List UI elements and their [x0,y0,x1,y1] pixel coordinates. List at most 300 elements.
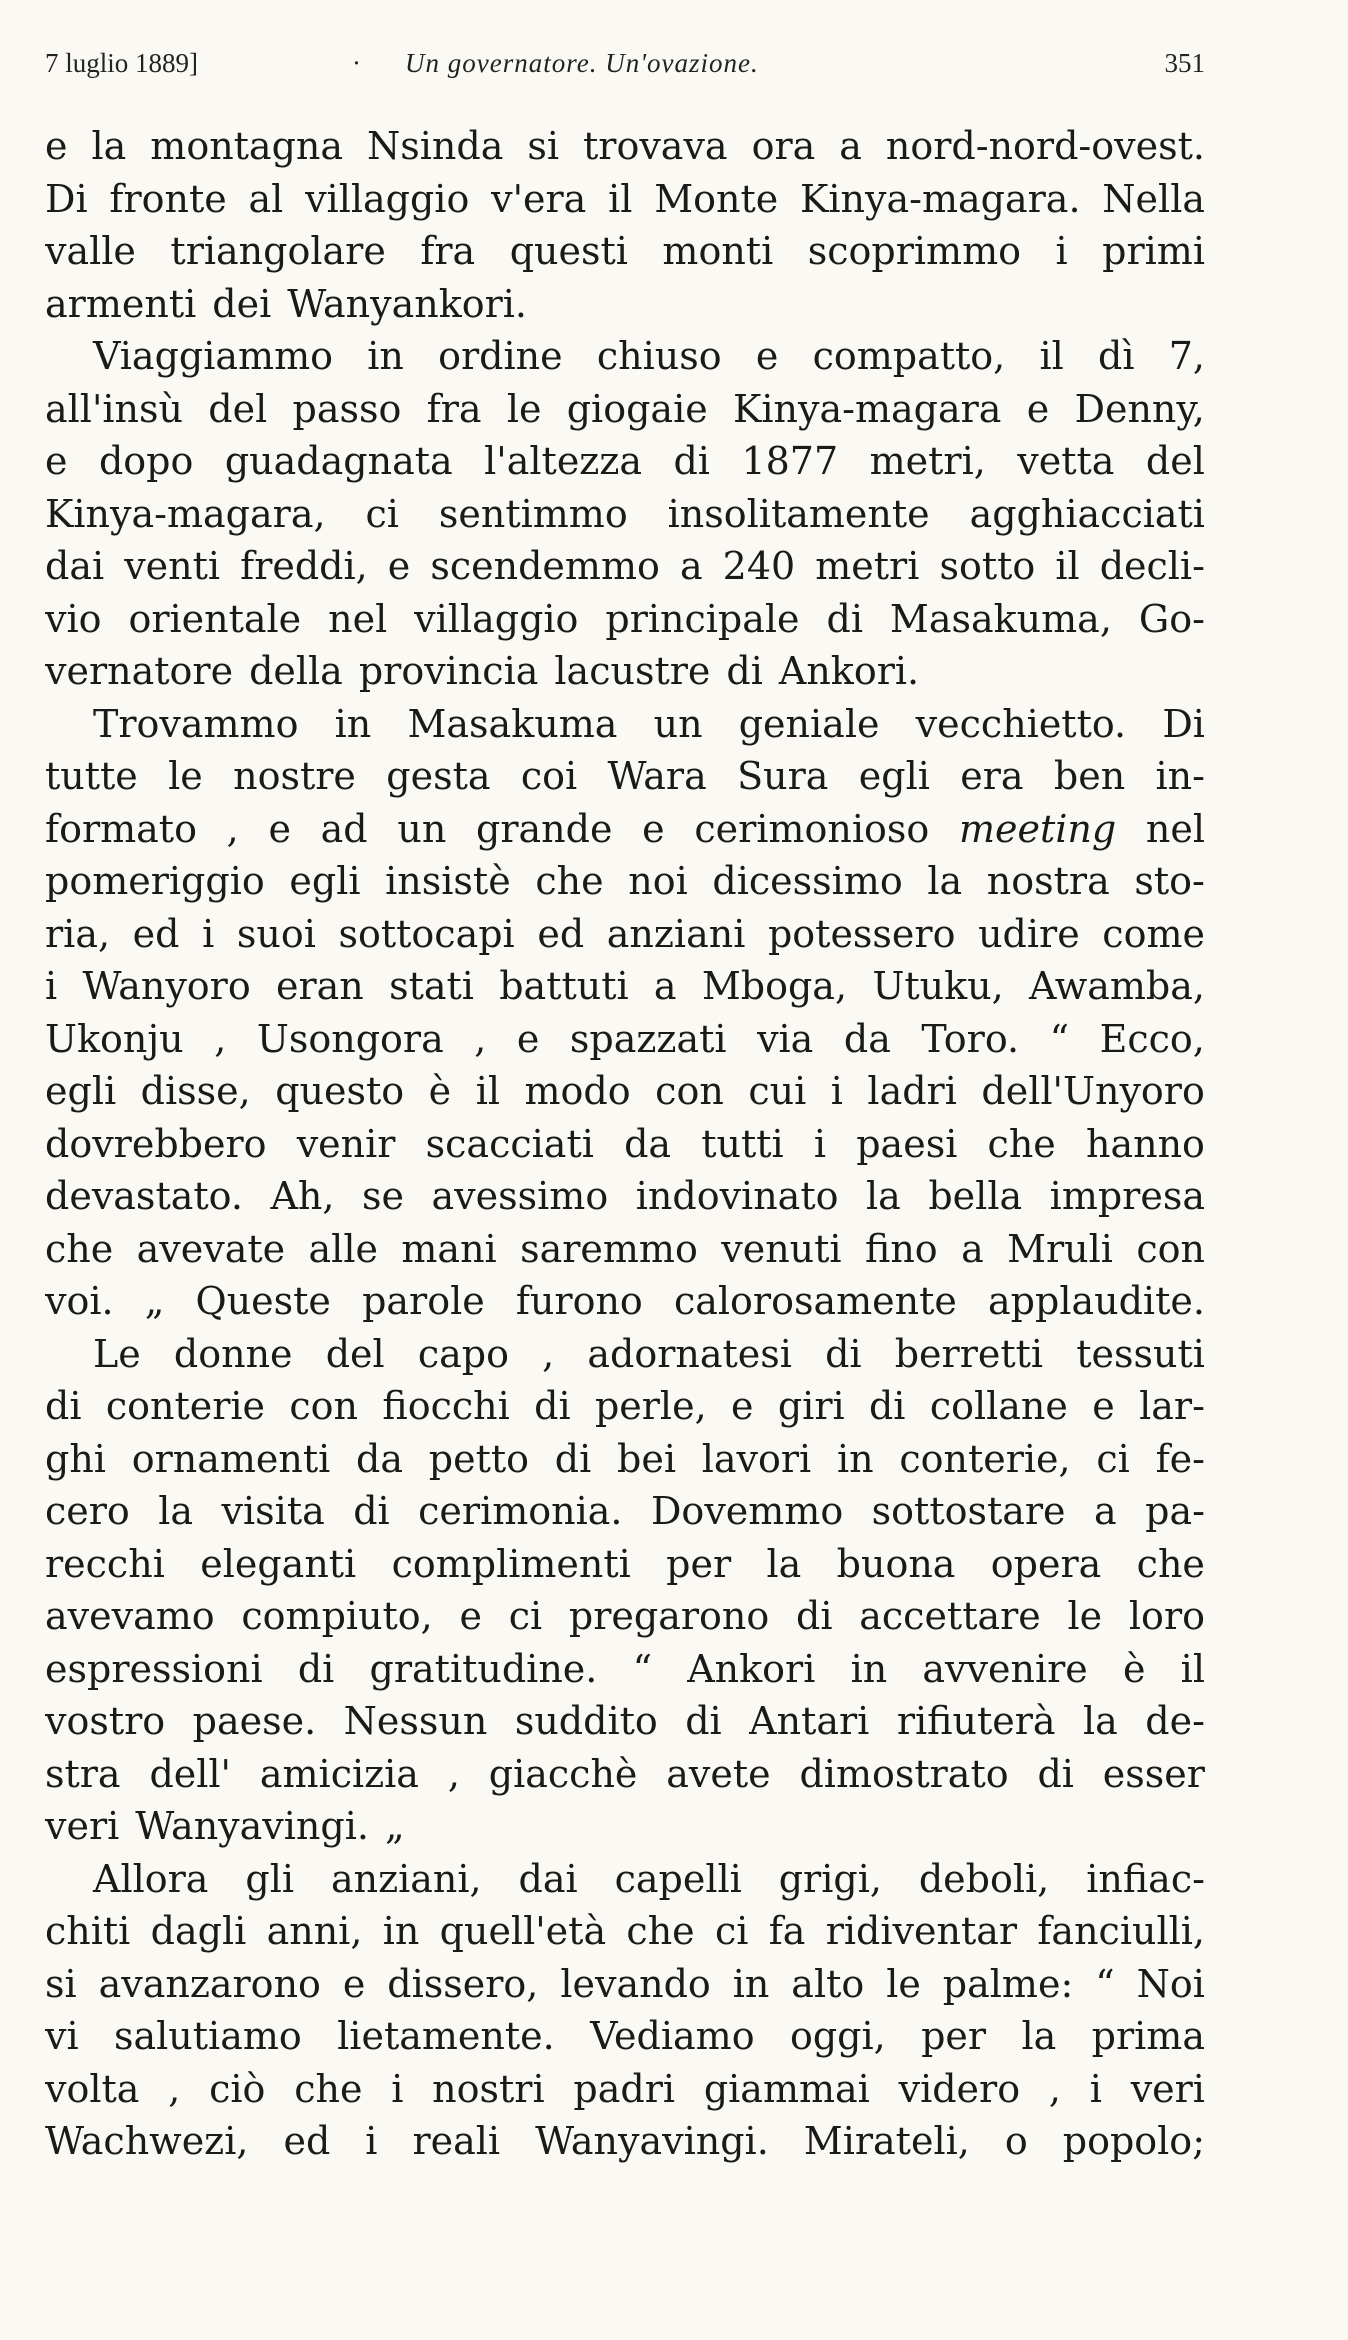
word: giogaie [566,386,708,431]
word: saremmo [520,1226,698,1271]
word: rifiuterà [896,1699,1056,1743]
text-line [45,330,1205,383]
text-line [45,173,1205,226]
word: anziani [606,911,746,956]
word: Vediamo [590,2014,755,2058]
word: di [726,649,763,693]
word: reali [412,2119,501,2163]
word: di [45,1384,82,1428]
word: fa [768,1909,806,1953]
word: “ [1049,1016,1070,1061]
word: scacciati [425,1121,594,1166]
word: o [1004,2119,1028,2163]
word: calorosamente [673,1279,957,1323]
word: , [447,1751,460,1796]
word: di [534,1384,571,1428]
word: Sura [737,754,829,798]
word: scendemmo [430,544,660,588]
word: la [1021,2014,1057,2058]
text-line [45,1748,1205,1801]
word: agghiacciati [969,491,1205,536]
word: era [960,754,1024,798]
word: fanciulli, [1037,1909,1205,1953]
word: bella [928,1174,1023,1218]
text-line [45,120,1205,173]
word: dissero, [387,1961,539,2006]
word: tutti [701,1121,784,1166]
word: paesi [856,1121,958,1166]
word: insistè [385,859,511,903]
word: cui [748,1069,807,1113]
word: primi [1102,229,1205,273]
word: tutte [45,754,138,798]
word: recchi [45,1541,165,1586]
word: insolitamente [667,491,930,536]
word: dell' [149,1751,232,1796]
text-line [45,1485,1205,1538]
word: e [387,544,411,588]
word: i [813,1121,827,1166]
word: battuti [499,964,629,1008]
word: sottocapi [338,911,515,956]
word: della [249,649,343,693]
word: “ [632,1646,653,1691]
word: hanno [1085,1121,1205,1166]
word: Wachwezi, [45,2119,249,2163]
word: Trovammo [93,701,299,746]
word: sentimmo [438,491,628,536]
word: in [850,1646,888,1691]
word: ghi [45,1436,106,1481]
word: avevate [136,1226,286,1271]
word: a [653,964,677,1008]
word: levando [560,1961,711,2006]
word: Antari [749,1699,870,1743]
word: e [731,1384,754,1428]
word: le [1067,1594,1103,1638]
word: venuti [721,1226,842,1271]
word: i [1089,2066,1102,2111]
word: decli- [1099,544,1205,588]
word: ci [508,1594,543,1638]
word: nostra [986,859,1110,903]
text-line [45,278,1205,331]
text-line [45,1328,1205,1381]
word: tessuti [1076,1331,1205,1376]
word: Le [93,1331,141,1376]
text-line [45,1695,1205,1748]
word: Go- [1138,596,1205,641]
text-line [45,1905,1205,1958]
word: „ [144,1279,165,1323]
word: dopo [98,439,194,483]
word: adornatesi [587,1331,792,1376]
text-line [45,855,1205,908]
word: vi [45,2014,79,2058]
text-line [45,435,1205,488]
word: è [1122,1646,1146,1691]
word: avanzarono [98,1961,321,2006]
word: che [1136,1541,1205,1586]
word: “ [1095,1961,1115,2006]
word: anni, [266,1909,363,1953]
word: di [297,1646,335,1691]
word: le [886,1961,921,2006]
word: e [516,1016,540,1061]
word: udire [978,911,1080,956]
word: dì [1098,334,1135,378]
word: giri [777,1384,845,1428]
word: pa- [1145,1489,1205,1533]
word: orientale [128,596,302,641]
text-line [45,1118,1205,1171]
word: berretti [894,1331,1044,1376]
word: Kinya-magara [732,386,1002,431]
word: espressioni [45,1646,263,1691]
text-line [45,488,1205,541]
word: visita [221,1489,325,1533]
word: gratitudine. [369,1646,598,1691]
word: del [325,1331,385,1376]
word: giacchè [488,1751,638,1796]
word: questi [509,229,628,273]
text-line [45,1433,1205,1486]
word: metri, [869,439,986,483]
word: del [1145,439,1205,483]
word: Wanyavingi. [135,1804,369,1848]
word: Kinya-magara, [45,491,326,536]
word: conterie [105,1384,266,1428]
word: Denny, [1074,386,1205,431]
text-line [45,540,1205,593]
word: con [655,1069,724,1113]
word: ciò [209,2066,266,2111]
text-line [45,2063,1205,2116]
word: modo [524,1069,631,1113]
word: Toro. [921,1016,1020,1061]
word: e [45,124,68,168]
text-line [45,645,1205,698]
word: cero [45,1489,130,1533]
word: Mboga, [701,964,848,1008]
word: bei [617,1436,676,1481]
word: gesta [386,754,491,798]
word: volta [45,2066,140,2111]
word: con [1136,1226,1205,1271]
word: e [642,806,665,851]
word: nostri [432,2066,545,2111]
word: nostre [233,754,356,798]
word: vecchietto. [915,701,1127,746]
word: 240 [722,544,796,588]
word: avessimo [431,1174,609,1218]
word: a [679,544,703,588]
word: suddito [514,1699,658,1743]
word: eleganti [200,1541,357,1586]
word: ora [751,124,816,168]
word: anziani, [330,1856,482,1901]
word: 1877 [741,439,839,483]
word: ridiventar [825,1909,1018,1953]
word: il [1039,334,1064,378]
word: la [927,859,963,903]
word: venir [296,1121,396,1166]
word: nel [328,596,388,641]
text-line [45,908,1205,961]
word: di [796,1594,833,1638]
word: di [554,1436,592,1481]
text-line [45,1065,1205,1118]
text-line [45,803,1205,856]
word: gli [245,1856,295,1901]
word: la [158,1489,194,1533]
word: ed [283,2119,331,2163]
word: e [45,439,68,483]
word: chiuso [596,334,722,378]
word: veri [45,1804,120,1848]
word: Kinya-magara. [799,176,1081,221]
word: si [527,124,560,168]
word: petto [428,1436,530,1481]
word: disse, [140,1069,251,1113]
word: donne [173,1331,293,1376]
word: alto [791,1961,865,2006]
text-line [45,1958,1205,2011]
word: sotto [939,544,1036,588]
word: Wara [607,754,707,798]
word: complimenti [391,1541,631,1586]
word: i [365,2119,378,2163]
word: Wanyavingi. [535,2119,769,2163]
word: Masakuma, [889,596,1112,641]
word: un [653,701,703,746]
word: Nsinda [367,124,504,168]
word: Nella [1102,176,1205,221]
word: dovrebbero [45,1121,267,1166]
word: avevamo [45,1594,215,1638]
word: triangolare [170,229,386,273]
word: nord-nord-ovest. [885,124,1205,168]
word: Di [1162,701,1205,746]
word: e [268,806,291,851]
word: che [987,1121,1056,1166]
word: vetta [1017,439,1115,483]
word: di [353,1489,390,1533]
word: fra [426,386,482,431]
word: a [839,124,862,168]
word: il [608,176,633,221]
word: Allora [93,1856,209,1901]
word: v'era [491,176,587,221]
body-text [45,120,1205,2168]
word: armenti [45,281,197,326]
word: da [356,1436,404,1481]
word: del [208,386,268,431]
word: Viaggiammo [93,334,333,378]
text-line [45,2115,1205,2168]
text-line [45,1380,1205,1433]
word: ad [320,806,368,851]
italic-word: meeting [958,806,1117,851]
word: trovava [583,124,728,168]
word: guadagnata [224,439,453,483]
text-line [45,593,1205,646]
word: chiti [45,1909,131,1953]
word: , [542,1331,555,1376]
word: e [459,1594,482,1638]
word: ornamenti [131,1436,331,1481]
word: Mirateli, [803,2119,970,2163]
word: di [868,1384,906,1428]
text-line [45,2010,1205,2063]
word: ci [365,491,399,536]
word: devastato. [45,1174,243,1218]
word: perle, [594,1384,707,1428]
word: ordine [438,334,563,378]
word: nel [1145,806,1205,851]
word: e [755,334,779,378]
word: come [1102,911,1205,956]
word: geniale [738,701,880,746]
word: , [1048,2066,1061,2111]
word: pomeriggio [45,859,265,903]
word: , [214,1016,227,1061]
word: la [766,1541,802,1586]
word: che [626,1909,695,1953]
word: fra [420,229,476,273]
word: villaggio [305,176,470,221]
word: scoprimmo [807,229,1021,273]
word: via [757,1016,814,1061]
word: la [91,124,127,168]
word: Monte [654,176,779,221]
word: accettare [859,1594,1041,1638]
word: loro [1128,1594,1205,1638]
word: questo [275,1069,405,1113]
word: Nessun [343,1699,488,1743]
word: alle [308,1226,378,1271]
word: , [168,2066,181,2111]
word: collane [929,1384,1068,1428]
word: principale [605,596,800,641]
word: e [1092,1384,1115,1428]
word: passo [292,386,402,431]
word: per [666,1541,732,1586]
word: dai [45,544,105,588]
word: suoi [236,911,316,956]
word: Ah, [270,1174,335,1218]
word: all'insù [45,386,184,431]
word: in [367,334,404,378]
word: Dovemmo [650,1489,844,1533]
word: indovinato [635,1174,839,1218]
word: impresa [1049,1174,1205,1218]
word: opera [990,1541,1102,1586]
word: lacustre [554,649,711,693]
word: i [45,964,58,1008]
word: avvenire [922,1646,1088,1691]
word: ci [1096,1436,1130,1481]
text-line [45,1275,1205,1328]
word: Ukonju [45,1016,184,1061]
word: egli [45,1069,117,1113]
word: Wanyankori. [287,281,528,326]
word: Noi [1136,1961,1205,2006]
word: noi [628,859,688,903]
word: applaudite. [988,1279,1205,1323]
word: popolo; [1062,2119,1205,2163]
word: freddi, [240,544,368,588]
word: , [474,1016,487,1061]
text-line [45,383,1205,436]
word: salutiamo [114,2014,302,2058]
word: che [45,1226,114,1271]
word: ladri [867,1069,957,1113]
word: pregarono [568,1594,770,1638]
word: eran [276,964,364,1008]
word: ben [1053,754,1126,798]
text-line [45,1590,1205,1643]
word: Mruli [1007,1226,1113,1271]
word: dei [212,281,272,326]
word: dimostrato [799,1751,1009,1796]
word: è [428,1069,452,1113]
word: egli [289,859,361,903]
text-line [45,960,1205,1013]
header-date: 7 luglio 1889] [45,48,198,78]
word: grande [476,806,613,851]
word: amicizia [259,1751,419,1796]
page-number: 351 [1164,48,1205,78]
word: veri [1130,2066,1205,2111]
word: Utuku, [872,964,1004,1008]
text-line [45,698,1205,751]
word: deboli, [918,1856,1050,1901]
text-line [45,1223,1205,1276]
word: videro [898,2066,1021,2111]
word: quell'età [439,1909,607,1953]
text-line [45,225,1205,278]
word: giammai [703,2066,870,2111]
word: spazzati [569,1016,727,1061]
word: metri [815,544,920,588]
word: a [1094,1489,1117,1533]
word: provincia [358,649,539,693]
word: vernatore [45,649,234,693]
word: di [685,1699,722,1743]
word: palme: [942,1961,1074,2006]
word: i [202,911,215,956]
word: parole [362,1279,485,1323]
word: ed [537,911,585,956]
header-chapter-title: Un governatore. Un'ovazione. [405,48,759,78]
word: dagli [150,1909,247,1953]
word: Wanyoro [82,964,251,1008]
word: il [1180,1646,1205,1691]
word: „ [384,1804,405,1848]
text-line [45,1643,1205,1696]
word: fiocchi [382,1384,510,1428]
word: Ecco, [1099,1016,1205,1061]
word: lar- [1139,1384,1205,1428]
word: i [391,2066,404,2111]
word: lietamente. [337,2014,555,2058]
word: in [836,1436,874,1481]
word: fe- [1155,1436,1205,1481]
word: compiuto, [241,1594,433,1638]
word: ed [132,911,180,956]
word: e [342,1961,366,2006]
